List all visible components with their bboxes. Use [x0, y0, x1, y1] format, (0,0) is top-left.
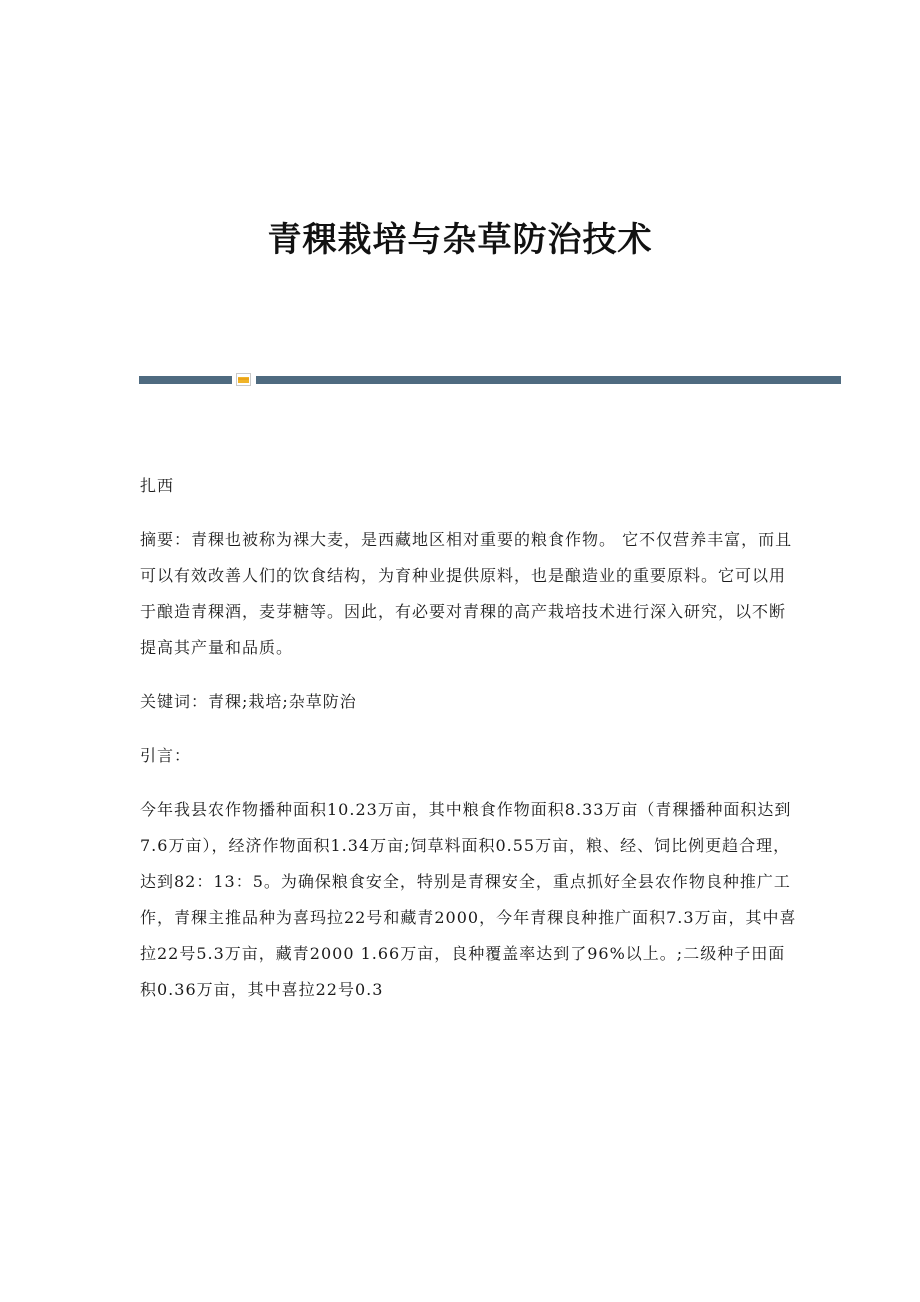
divider-bar-left	[139, 376, 232, 384]
document-title: 青稞栽培与杂草防治技术	[267, 220, 653, 260]
intro-heading: 引言：	[140, 746, 192, 765]
body-paragraph: 今年我县农作物播种面积10.23万亩，其中粮食作物面积8.33万亩（青稞播种面积达到7.6万亩），经济作物面积1.34万亩;饲草料面积0.55万亩，粮、经、饲比例更趋合理，达到82：13：5。为确保粮食安全，特别是青稞安全，重点抓好全县农作物良种推广工作，青稞主推品种为喜玛拉22号和藏青2000，今年青稞良种推广面积7.3万亩，其中喜拉22号5.3万亩，藏青2000 1.66万亩，良种覆盖率达到了96%以上。;二级种子田面积0.36万亩，其中喜拉22号0.3	[140, 800, 797, 999]
title-divider	[139, 373, 841, 387]
author-name: 扎西	[140, 476, 175, 495]
abstract-paragraph: 摘要：青稞也被称为裸大麦，是西藏地区相对重要的粮食作物。 它不仅营养丰富，而且可以有效改善人们的饮食结构，为育种业提供原料，也是酿造业的重要原料。它可以用于酿造青稞酒，麦芽糖等。因此，有必要对青稞的高产栽培技术进行深入研究，以不断提高其产量和品质。	[140, 530, 793, 657]
document-body	[140, 468, 800, 1026]
envelope-icon	[236, 373, 251, 386]
keywords-line: 关键词：青稞;栽培;杂草防治	[140, 692, 357, 711]
divider-bar-right	[256, 376, 841, 384]
